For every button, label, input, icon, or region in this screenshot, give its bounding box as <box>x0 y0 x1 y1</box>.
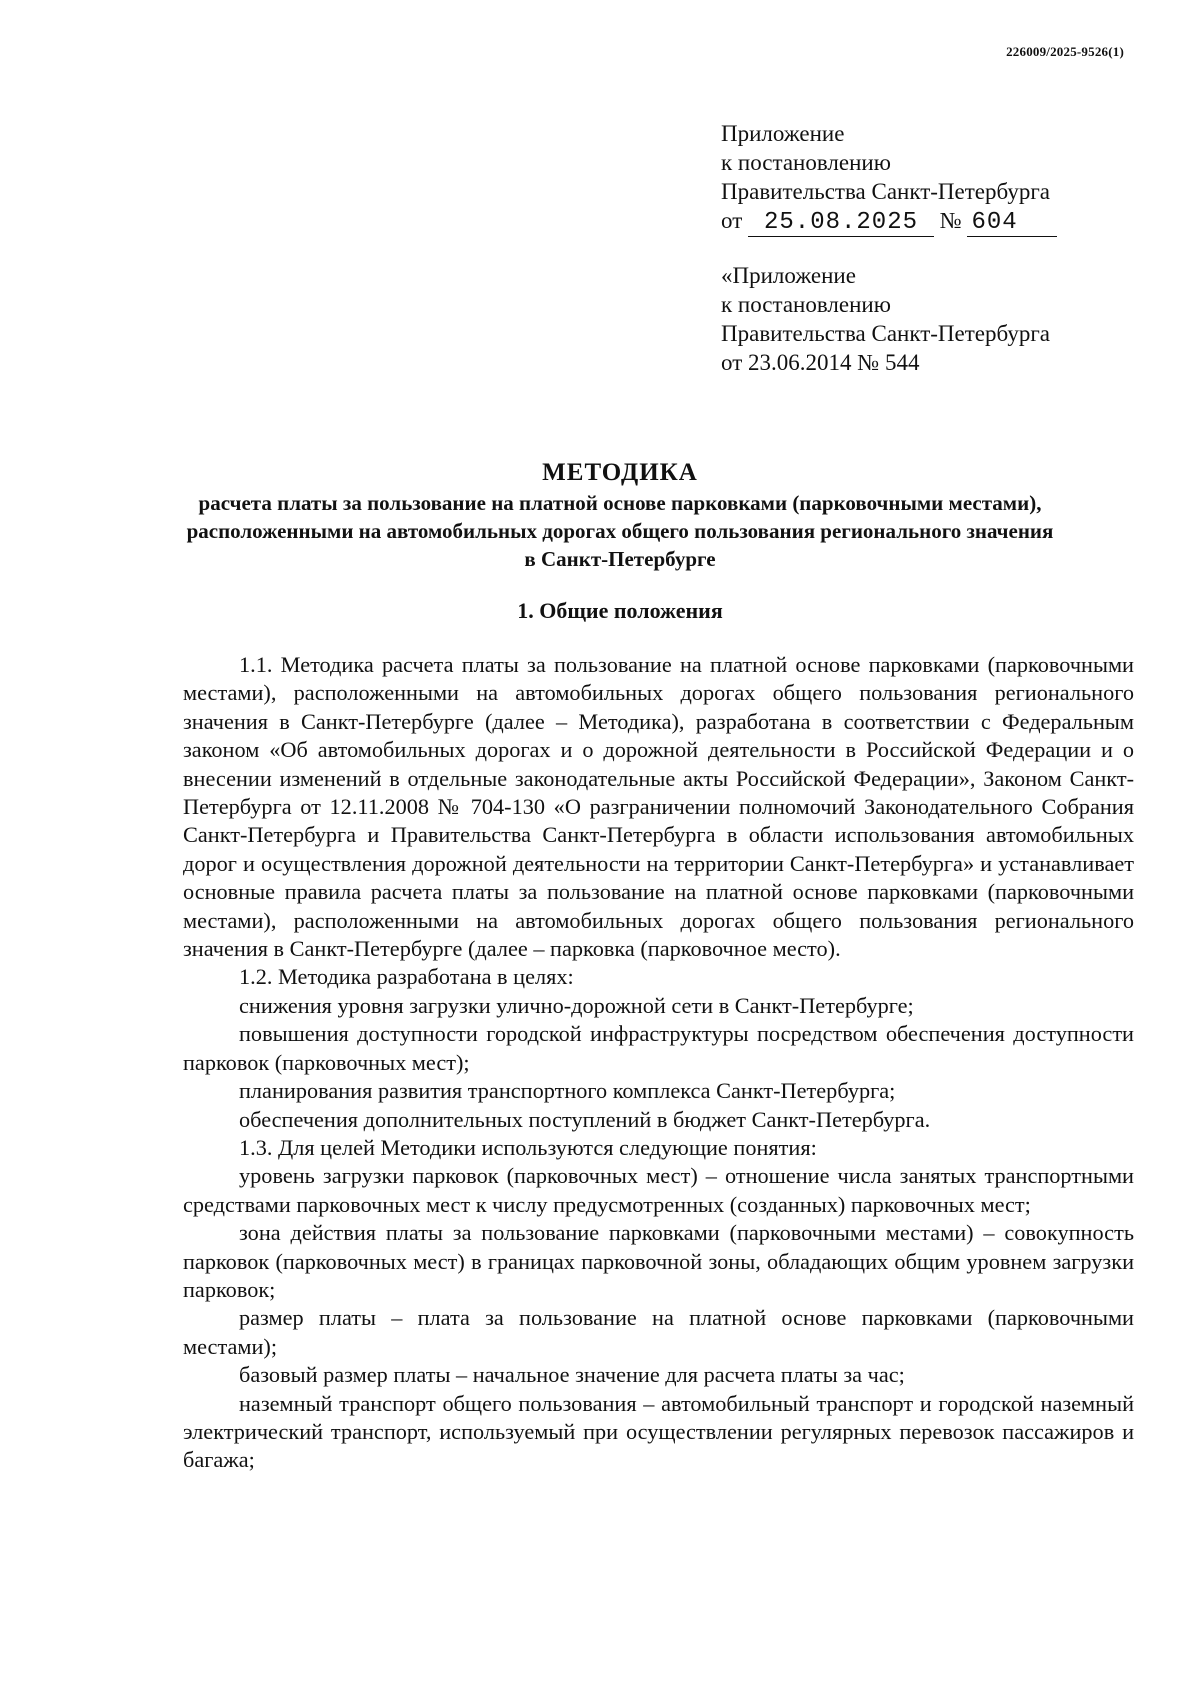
title-main: МЕТОДИКА <box>542 459 698 486</box>
document-title <box>180 457 1060 573</box>
paragraph: снижения уровня загрузки улично-дорожной сети в Санкт-Петербурге; <box>239 992 914 1018</box>
paragraph: базовый размер платы – начальное значение для расчета платы за час; <box>239 1362 905 1388</box>
resolution-number: 604 <box>967 210 1057 237</box>
annex-line: Правительства Санкт-Петербурга <box>721 179 1050 204</box>
annex-line: от 23.06.2014 № 544 <box>721 350 920 375</box>
paragraph: зона действия платы за пользование парковками (парковочными местами) – совокупность парковок (парковочных мест) в границах парковочной зоны, обладающих общим уровнем загрузки парковок; <box>183 1220 1134 1302</box>
date-prefix: от <box>721 208 743 233</box>
annex-block-current <box>721 119 1121 237</box>
annex-line: Приложение <box>721 121 845 146</box>
resolution-date: 25.08.2025 <box>748 210 934 237</box>
section-heading: 1. Общие положения <box>517 598 723 623</box>
annex-line: к постановлению <box>721 292 891 317</box>
paragraph: уровень загрузки парковок (парковочных мест) – отношение числа занятых транспортными средствами парковочных мест к числу предусмотренных (созданных) парковочных мест; <box>183 1163 1134 1217</box>
paragraph: повышения доступности городской инфраструктуры посредством обеспечения доступности парковок (парковочных мест); <box>183 1021 1134 1075</box>
paragraph: планирования развития транспортного комплекса Санкт-Петербурга; <box>239 1078 896 1104</box>
paragraph: обеспечения дополнительных поступлений в бюджет Санкт-Петербурга. <box>239 1106 931 1132</box>
document-registration-number: 226009/2025-9526(1) <box>1006 44 1124 59</box>
annex-block-original <box>721 261 1121 377</box>
paragraph: 1.2. Методика разработана в целях: <box>239 964 574 990</box>
paragraph: наземный транспорт общего пользования – автомобильный транспорт и городской наземный электрический транспорт, используемый при осуществлении регулярных перевозок пассажиров и багажа; <box>183 1390 1134 1473</box>
title-subtitle: расчета платы за пользование на платной основе парковками (парковочными местами), расположенными на автомобильных дорогах общего пользования регионального значения в Санкт-Петербурге <box>186 491 1054 571</box>
paragraph: 1.3. Для целей Методики используются следующие понятия: <box>239 1134 817 1160</box>
annex-line: Правительства Санкт-Петербурга <box>721 321 1050 346</box>
annex-date-line <box>721 206 1121 237</box>
number-prefix: № <box>939 208 962 233</box>
paragraph: 1.1. Методика расчета платы за пользование на платной основе парковками (парковочными местами), расположенными на автомобильных дорогах общего пользования регионального значения в Санкт-Петербурге (далее – Методика), разработана в соответствии с Федеральным законом «Об автомобильных дорогах и о дорожной деятельности в Российской Федерации и о внесении изменений в отдельные законодательные акты Российской Федерации», Законом Санкт-Петербурга от 12.11.2008 № 704-130 «О разграничении полномочий Законодательного Собрания Санкт-Петербурга и Правительства Санкт-Петербурга в области использования автомобильных дорог и осуществления дорожной деятельности на территории Санкт-Петербурга» и устанавливает основные правила расчета платы за пользование на платной основе парковками (парковочными местами), расположенными на автомобильных дорогах общего пользования регионального значения в Санкт-Петербурге (далее – парковка (парковочное место). <box>183 652 1134 962</box>
annex-line: к постановлению <box>721 150 891 175</box>
section-body <box>183 651 1134 1475</box>
annex-line: «Приложение <box>721 263 856 288</box>
paragraph: размер платы – плата за пользование на платной основе парковками (парковочными местами); <box>183 1305 1134 1359</box>
